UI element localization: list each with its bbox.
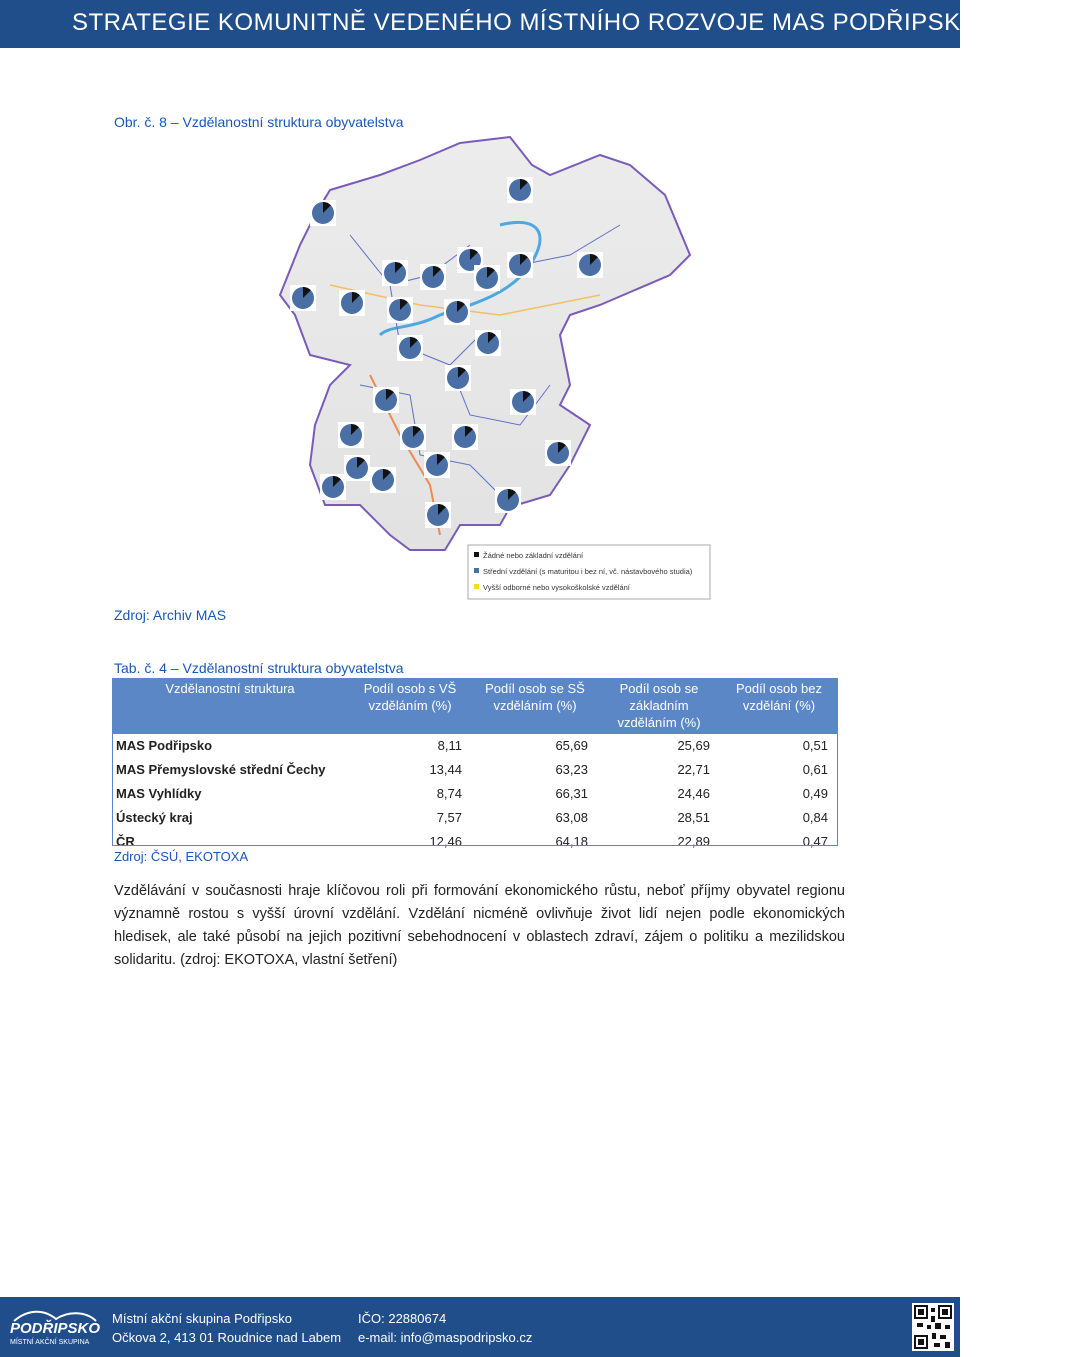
column-header: Podíl osob se SŠ vzděláním (%) bbox=[472, 678, 598, 734]
table-cell: 22,89 bbox=[598, 830, 720, 854]
footer-ico: IČO: 22880674 bbox=[358, 1311, 447, 1326]
table-cell: 65,69 bbox=[472, 734, 598, 758]
column-header: Podíl osob s VŠ vzděláním (%) bbox=[348, 678, 472, 734]
pie-marker bbox=[420, 264, 446, 290]
table-cell: Ústecký kraj bbox=[112, 806, 348, 830]
pie-marker bbox=[370, 467, 396, 493]
footer-address: Očkova 2, 413 01 Roudnice nad Labem bbox=[112, 1330, 342, 1345]
column-header: Podíl osob se základním vzděláním (%) bbox=[598, 678, 720, 734]
table-cell: MAS Vyhlídky bbox=[112, 782, 348, 806]
pie-marker bbox=[507, 177, 533, 203]
pie-marker bbox=[373, 387, 399, 413]
table-cell: 22,71 bbox=[598, 758, 720, 782]
pie-marker bbox=[344, 455, 370, 481]
pie-marker bbox=[424, 452, 450, 478]
table-cell: 12,46 bbox=[348, 830, 472, 854]
pie-marker bbox=[474, 265, 500, 291]
pie-marker bbox=[338, 422, 364, 448]
table-caption: Tab. č. 4 – Vzdělanostní struktura obyvatelstva bbox=[114, 660, 404, 676]
page-footer bbox=[0, 1297, 960, 1357]
table-cell: 24,46 bbox=[598, 782, 720, 806]
table-cell: 7,57 bbox=[348, 806, 472, 830]
education-map bbox=[270, 135, 720, 605]
table-row bbox=[112, 734, 838, 758]
map-legend bbox=[468, 545, 710, 599]
column-header: Vzdělanostní struktura bbox=[112, 678, 348, 734]
pie-marker bbox=[310, 200, 336, 226]
pie-marker bbox=[387, 297, 413, 323]
figure-source: Zdroj: Archiv MAS bbox=[114, 607, 227, 623]
table-cell: 0,61 bbox=[720, 758, 838, 782]
pie-marker bbox=[445, 365, 471, 391]
legend-item: Žádné nebo základní vzdělání bbox=[483, 551, 584, 560]
table-cell: 63,08 bbox=[472, 806, 598, 830]
table-cell: MAS Podřipsko bbox=[112, 734, 348, 758]
qr-code-icon bbox=[912, 1303, 954, 1351]
table-cell: 66,31 bbox=[472, 782, 598, 806]
pie-marker bbox=[400, 424, 426, 450]
table-row bbox=[112, 782, 838, 806]
table-row bbox=[112, 806, 838, 830]
pie-marker bbox=[444, 299, 470, 325]
table-row bbox=[112, 758, 838, 782]
table-cell: 25,69 bbox=[598, 734, 720, 758]
logo-subtitle: MÍSTNÍ AKČNÍ SKUPINA bbox=[10, 1339, 90, 1346]
table-cell: 8,74 bbox=[348, 782, 472, 806]
table-cell: 0,49 bbox=[720, 782, 838, 806]
pie-marker bbox=[507, 252, 533, 278]
footer-org-name: Místní akční skupina Podřipsko bbox=[112, 1311, 292, 1326]
pie-marker bbox=[545, 440, 571, 466]
figure-caption: Obr. č. 8 – Vzdělanostní struktura obyvatelstva bbox=[114, 114, 404, 130]
table-cell: 0,47 bbox=[720, 830, 838, 854]
body-paragraph: Vzdělávání v současnosti hraje klíčovou roli při formování ekonomického růstu, neboť příjmy obyvatel regionu významně rostou s vyšší úrovní vzdělání. Vzdělání nicméně ovlivňuje život lidí nejen podle ekonomických hledisek, ale také působí na jejich pozitivní sebehodnocení v oblastech zdraví, zájem o politiku a mezilidskou solidaritu. (zdroj: EKOTOXA, vlastní šetření) bbox=[114, 883, 845, 968]
table-cell: 63,23 bbox=[472, 758, 598, 782]
table-cell: 0,84 bbox=[720, 806, 838, 830]
pie-marker bbox=[475, 330, 501, 356]
pie-marker bbox=[425, 502, 451, 528]
table-source: Zdroj: ČSÚ, EKOTOXA bbox=[114, 849, 249, 864]
pie-marker bbox=[452, 424, 478, 450]
table-cell: MAS Přemyslovské střední Čechy bbox=[112, 758, 348, 782]
pie-marker bbox=[495, 487, 521, 513]
pie-marker bbox=[290, 285, 316, 311]
pie-marker bbox=[510, 389, 536, 415]
education-table bbox=[112, 678, 838, 854]
table-header-row bbox=[112, 678, 838, 734]
table-cell: 0,51 bbox=[720, 734, 838, 758]
legend-item: Střední vzdělání (s maturitou i bez ní, vč. nástavbového studia) bbox=[483, 567, 693, 576]
footer-email[interactable]: e-mail: info@maspodripsko.cz bbox=[358, 1330, 533, 1345]
pie-marker bbox=[320, 474, 346, 500]
column-header: Podíl osob bez vzdělání (%) bbox=[720, 678, 838, 734]
pie-marker bbox=[397, 335, 423, 361]
pie-marker bbox=[339, 290, 365, 316]
legend-item: Vyšší odborné nebo vysokoškolské vzdělání bbox=[483, 583, 630, 592]
header-title: STRATEGIE KOMUNITNĚ VEDENÉHO MÍSTNÍHO ROZVOJE MAS PODŘIPSKO 2014-20 bbox=[72, 9, 1079, 36]
table-cell: 13,44 bbox=[348, 758, 472, 782]
page-header bbox=[0, 0, 1079, 48]
logo-name: PODŘIPSKO bbox=[10, 1320, 101, 1337]
table-cell: 28,51 bbox=[598, 806, 720, 830]
pie-marker bbox=[382, 260, 408, 286]
table-cell: 64,18 bbox=[472, 830, 598, 854]
table-cell: ČR bbox=[112, 830, 348, 854]
pie-marker bbox=[577, 252, 603, 278]
table-cell: 8,11 bbox=[348, 734, 472, 758]
